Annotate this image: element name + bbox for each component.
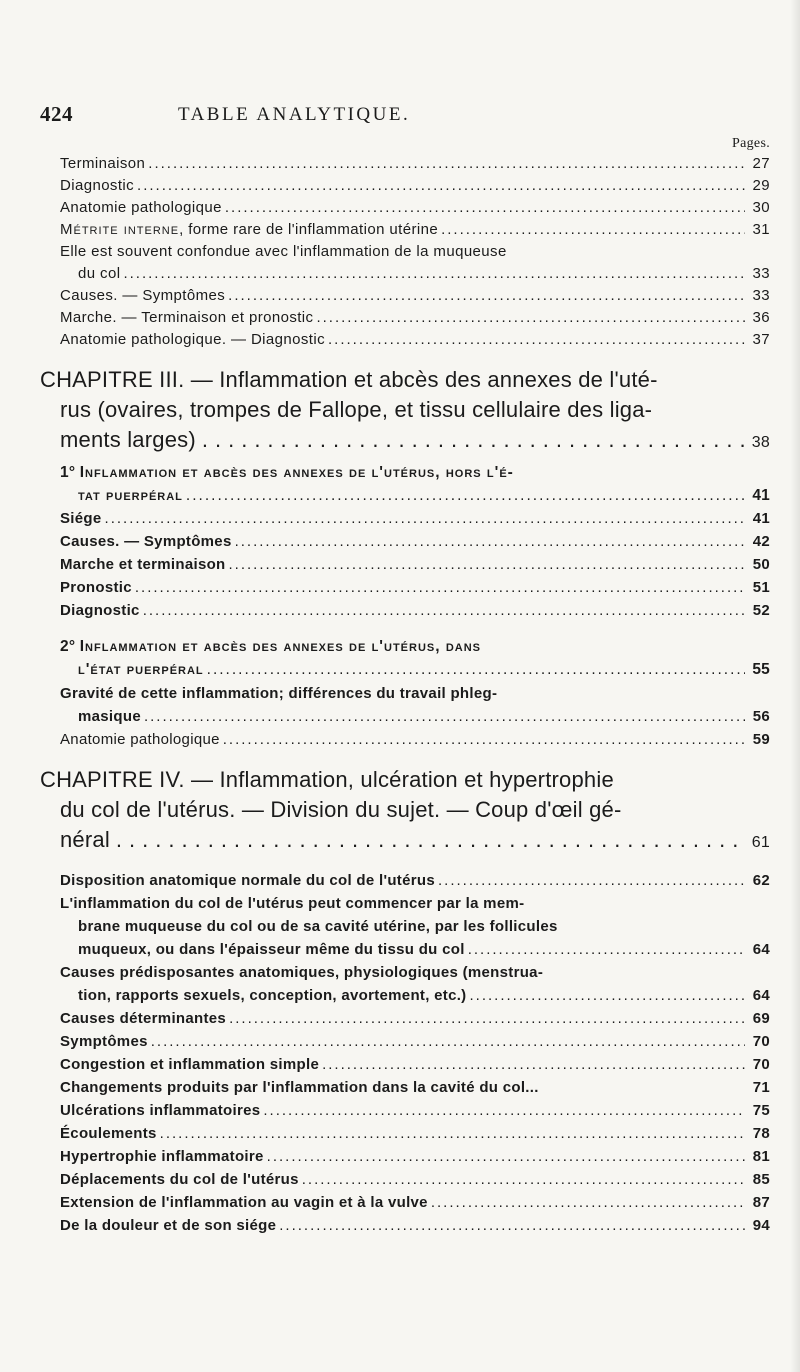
toc-entry: Causes. — Symptômes ..... 42 [60,533,770,550]
toc-entry: Siége ..... 41 [60,510,770,527]
subsection-heading-last: l'état puerpéral ..... 55 [78,661,770,679]
toc-entry-text: Gravité de cette inflammation; différences du travail phleg- [60,685,498,702]
toc-entry: Anatomie pathologique ..... 59 [60,731,770,748]
toc-entry: Métrite interne, forme rare de l'inflammation utérine ..... 31 [60,221,770,238]
chapter-heading-last: ments larges) ..... 38 [60,427,770,453]
toc-entry: Marche. — Terminaison et pronostic ..... 36 [60,309,770,326]
toc-entry: Déplacements du col de l'utérus ..... 85 [60,1171,770,1188]
toc-entry: Changements produits par l'inflammation dans la cavité du col... 71 [60,1079,770,1096]
toc-entry: De la douleur et de son siége ..... 94 [60,1217,770,1234]
toc-entry: Anatomie pathologique ..... 30 [60,199,770,216]
toc-entry: du col ..... 33 [78,265,770,282]
toc-entry: Congestion et inflammation simple ..... 70 [60,1056,770,1073]
toc-entry: Diagnostic ..... 52 [60,602,770,619]
page-edge-shadow [790,0,800,1372]
chapter-heading: du col de l'utérus. — Division du sujet. — Coup d'œil gé- [60,797,622,822]
toc-entry: Extension de l'inflammation au vagin et à la vulve ..... 87 [60,1194,770,1211]
chapter-heading: rus (ovaires, trompes de Fallope, et tissu cellulaire des liga- [60,397,653,422]
toc-entry: Hypertrophie inflammatoire ..... 81 [60,1148,770,1165]
subsection-heading: 2° Inflammation et abcès des annexes de l'utérus, dans [60,638,481,655]
pages-column-label: Pages. [732,136,770,151]
toc-entry-text: Causes prédisposantes anatomiques, physiologiques (menstrua- [60,964,544,981]
subsection-heading-last: tat puerpéral ..... 41 [78,487,770,505]
toc-entry: Causes déterminantes ..... 69 [60,1010,770,1027]
chapter-heading-last: néral ..... 61 [60,827,770,853]
toc-entry: Pronostic ..... 51 [60,579,770,596]
toc-entry: Marche et terminaison ..... 50 [60,556,770,573]
running-title: TABLE ANALYTIQUE. [178,104,411,125]
chapter-heading: CHAPITRE IV. — Inflammation, ulcération et hypertrophie [40,767,614,792]
toc-entry: muqueux, ou dans l'épaisseur même du tissu du col ..... 64 [78,941,770,958]
toc-entry: Anatomie pathologique. — Diagnostic ..... 37 [60,331,770,348]
toc-entry: tion, rapports sexuels, conception, avortement, etc.) ..... 64 [78,987,770,1004]
toc-entry: Diagnostic ..... 29 [60,177,770,194]
toc-entry: Disposition anatomique normale du col de l'utérus ..... 62 [60,872,770,889]
toc-entry: Symptômes ..... 70 [60,1033,770,1050]
toc-entry: Ulcérations inflammatoires ..... 75 [60,1102,770,1119]
toc-entry: Causes. — Symptômes ..... 33 [60,287,770,304]
toc-entry-text: brane muqueuse du col ou de sa cavité utérine, par les follicules [78,918,558,935]
toc-entry: Terminaison ..... 27 [60,155,770,172]
toc-entry-text: Elle est souvent confondue avec l'inflammation de la muqueuse [60,243,507,260]
subsection-heading: 1° Inflammation et abcès des annexes de l'utérus, hors l'é- [60,464,514,481]
toc-entry: Écoulements ..... 78 [60,1125,770,1142]
page-number: 424 [40,102,73,126]
chapter-heading: CHAPITRE III. — Inflammation et abcès des annexes de l'uté- [40,367,658,392]
toc-entry: masique ..... 56 [78,708,770,725]
toc-entry-text: L'inflammation du col de l'utérus peut commencer par la mem- [60,895,525,912]
running-head [40,102,780,132]
